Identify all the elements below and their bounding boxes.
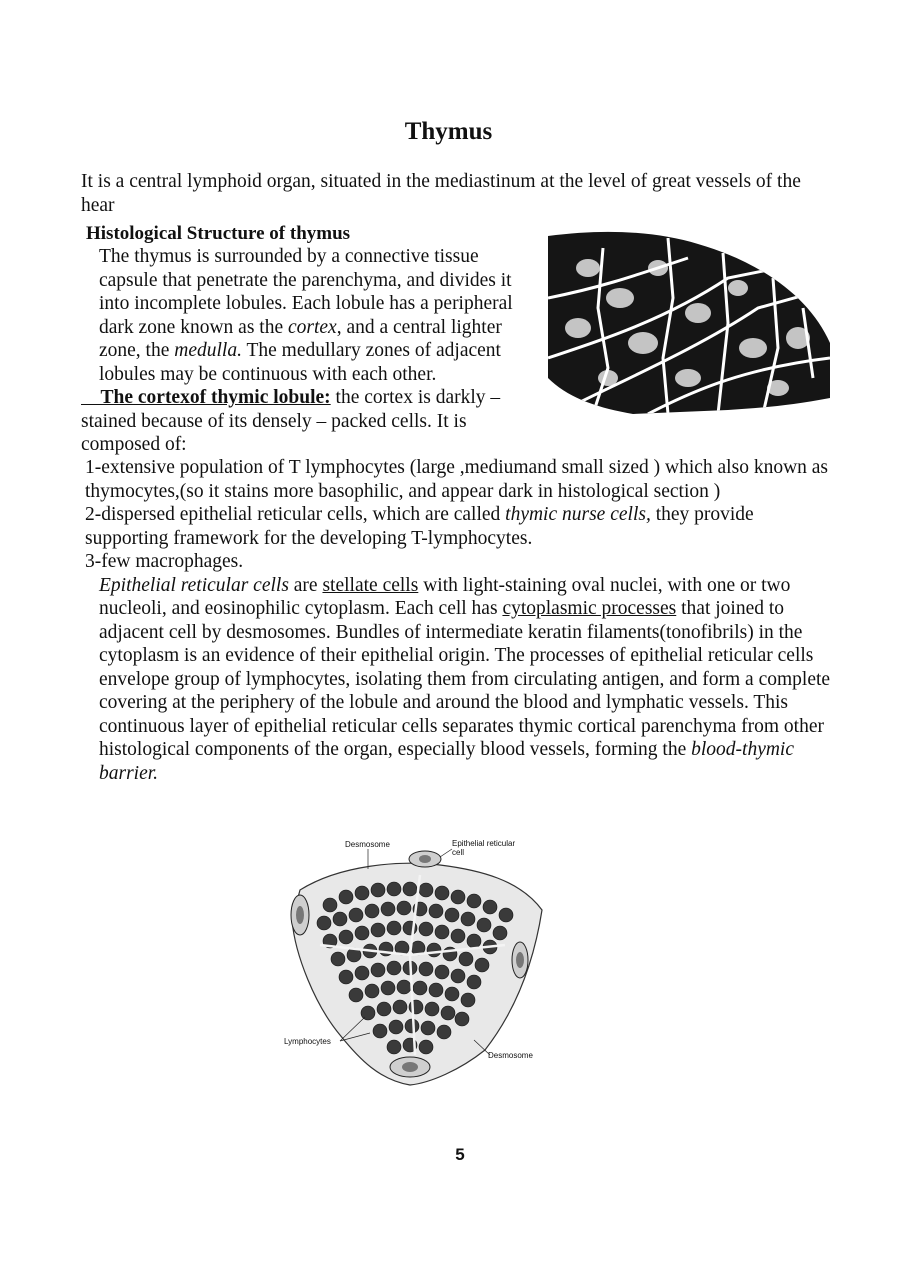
label-desmosome-top: Desmosome xyxy=(345,840,390,849)
capsule-text-c: The medullary zones of adjacent lobules may be continuous with each other. xyxy=(99,340,501,385)
thymus-micrograph-image xyxy=(548,228,830,418)
cortex-text: the cortex is darkly – stained because of its densely – packed cells. It is composed of: xyxy=(81,387,501,455)
epithelial-reticular-diagram xyxy=(280,835,550,1090)
structure-paragraph xyxy=(81,245,531,457)
epithelial-text-1: are xyxy=(288,574,323,596)
section-heading: Histological Structure of thymus xyxy=(86,223,351,244)
cytoplasmic-processes-term: cytoplasmic processes xyxy=(502,598,677,619)
label-lymphocytes: Lymphocytes xyxy=(284,1037,331,1046)
label-desmosome-bottom: Desmosome xyxy=(488,1051,533,1060)
list-item-2-text-b: they provide supporting framework for the developing T-lymphocytes. xyxy=(85,504,754,549)
stellate-cells-term: stellate cells xyxy=(322,574,419,596)
thymic-nurse-cells-term: thymic nurse cells, xyxy=(505,504,651,525)
cortex-heading: The cortexof thymic lobule: xyxy=(100,387,331,408)
cortex-term: cortex xyxy=(287,316,337,338)
blood-thymic-barrier-term: blood-thymic barrier. xyxy=(99,739,794,784)
epithelial-text-2: with light-staining oval nuclei, with one or two nucleoli, and eosinophilic cytoplasm. Each cell has xyxy=(99,574,791,619)
page-title: Thymus xyxy=(404,118,493,145)
label-epithelial-reticular-cell: Epithelial reticular cell xyxy=(452,839,516,857)
epithelial-term: Epithelial reticular cells xyxy=(99,574,289,596)
epithelial-text-3: that joined to adjacent cell by desmosomes. Bundles of intermediate keratin filaments(tonofibrils) in the cytoplasm is an evidence of their epithelial origin. The processes of epithelial reticular cells envelope group of lymphocytes, isolating them from circulating antigen, and form a complete covering at the periphery of the lobule and around the blood and lymphatic vessels. This continuous layer of epithelial reticular cells separates thymic cortical parenchyma from other histological components of the organ, especially blood vessels, forming the xyxy=(99,598,831,760)
intro-paragraph: It is a central lymphoid organ, situated in the mediastinum at the level of great vessels of the hear xyxy=(81,171,801,216)
cortex-paragraph xyxy=(81,386,531,457)
capsule-text xyxy=(81,245,531,386)
epithelial-paragraph xyxy=(81,574,831,786)
page-number: 5 xyxy=(455,1145,465,1164)
composition-section xyxy=(81,456,831,785)
list-item-1: 1-extensive population of T lymphocytes (large ,mediumand small sized ) which also known as thymocytes,(so it stains more basophilic, and appear dark in histological section ) xyxy=(85,457,829,502)
medulla-term: medulla. xyxy=(174,340,242,361)
capsule-text-a: The thymus is surrounded by a connective tissue capsule that penetrate the parenchyma, and divides it into incomplete lobules. Each lobule has a peripheral dark zone known as the xyxy=(99,246,513,338)
list-item-2-text-a: 2-dispersed epithelial reticular cells, which are called xyxy=(85,504,506,525)
capsule-text-b: , and a central lighter zone, the xyxy=(99,316,502,361)
list-item-3: 3-few macrophages. xyxy=(85,551,244,572)
list-item-2 xyxy=(81,503,831,550)
